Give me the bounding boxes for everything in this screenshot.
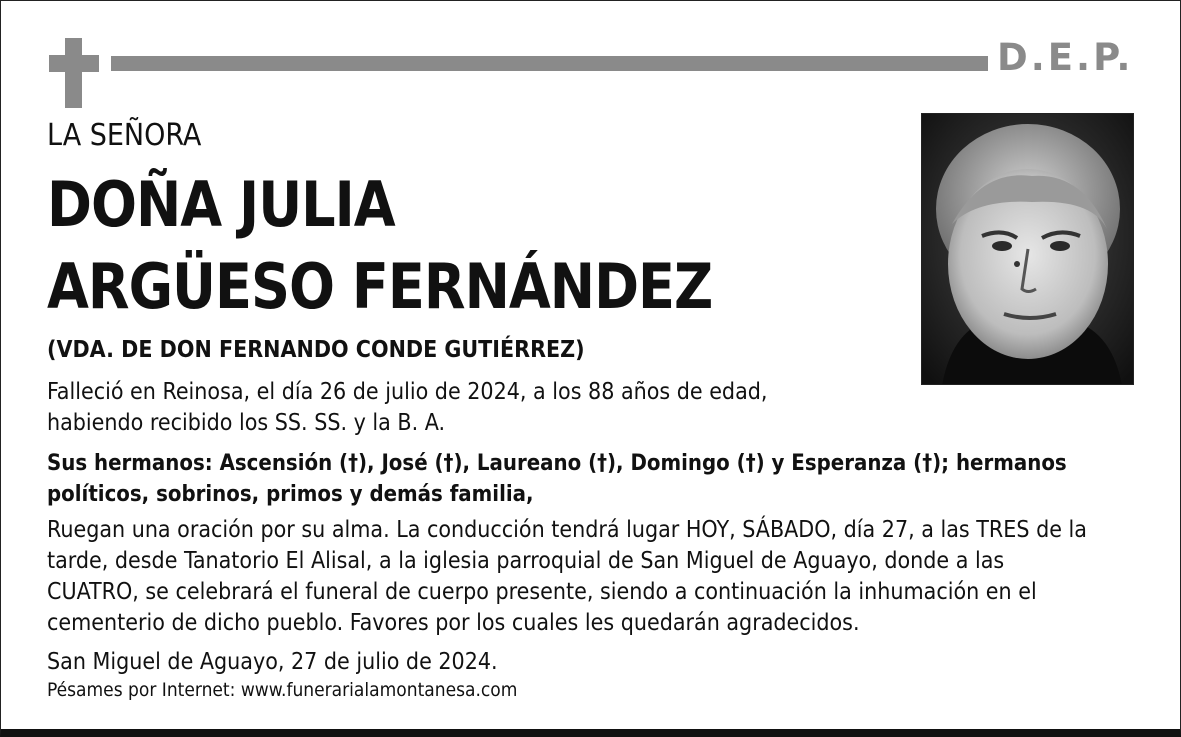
request-line4: cementerio de dicho pueblo. Favores por los cuales les quedarán agradecidos.	[47, 610, 860, 636]
request-line3: CUATRO, se celebrará el funeral de cuerpo presente, siendo a continuación la inhumación en el	[47, 579, 1037, 605]
family-line2: políticos, sobrinos, primos y demás familia,	[47, 482, 534, 507]
dep-label: D.E.P.	[997, 36, 1134, 79]
condolences-link: Pésames por Internet: www.funerarialamontanesa.com	[47, 679, 518, 701]
request-line1: Ruegan una oración por su alma. La conducción tendrá lugar HOY, SÁBADO, día 27, a las TRES de la	[47, 517, 1087, 543]
deceased-name-line2: ARGÜESO FERNÁNDEZ	[47, 250, 713, 323]
death-notice-line2: habiendo recibido los SS. SS. y la B. A.	[47, 410, 446, 436]
deceased-name-line1: DOÑA JULIA	[47, 168, 395, 241]
death-notice-line1: Falleció en Reinosa, el día 26 de julio de 2024, a los 88 años de edad,	[47, 379, 768, 405]
cross-icon-bar	[49, 55, 99, 72]
request-line2: tarde, desde Tanatorio El Alisal, a la iglesia parroquial de San Miguel de Aguayo, donde a las	[47, 548, 1005, 574]
widow-of: (VDA. DE DON FERNANDO CONDE GUTIÉRREZ)	[47, 337, 585, 363]
portrait-photo	[921, 113, 1134, 385]
header-rule	[111, 56, 988, 71]
place-date: San Miguel de Aguayo, 27 de julio de 2024.	[47, 649, 498, 675]
honorific: LA SEÑORA	[47, 118, 202, 153]
cross-icon	[65, 38, 82, 108]
family-line1: Sus hermanos: Ascensión (†), José (†), Laureano (†), Domingo (†) y Esperanza (†); hermanos	[47, 451, 1067, 476]
